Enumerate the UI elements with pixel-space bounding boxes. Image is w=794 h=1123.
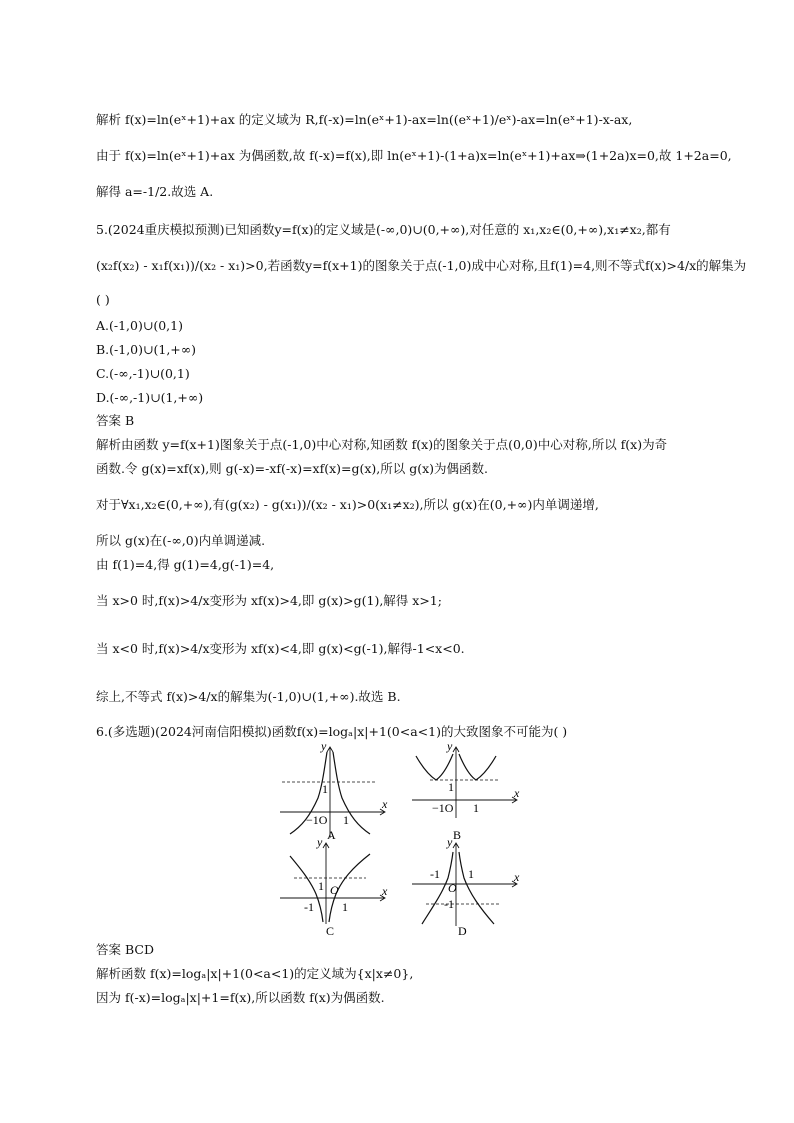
solution-6-line-1: 解析函数 f(x)=logₐ|x|+1(0<a<1)的定义域为{x|x≠0}, (96, 966, 414, 981)
figure-b (408, 739, 523, 842)
tick-x-1: 1 (473, 801, 479, 815)
tick-y-neg1: -1 (444, 897, 454, 911)
y-label: y (447, 835, 453, 849)
x-label: x (514, 870, 520, 884)
caption-b: B (453, 828, 462, 842)
figure-a (276, 739, 391, 842)
tick-y-1: 1 (318, 879, 324, 893)
tick-x-1: 1 (468, 867, 474, 881)
tick-neg1-origin: −1O (432, 801, 454, 815)
tick-x-1: 1 (343, 813, 349, 827)
solution-6-line-2: 因为 f(-x)=logₐ|x|+1=f(x),所以函数 f(x)为偶函数. (96, 990, 385, 1005)
option-d: D.(-∞,-1)∪(1,+∞) (96, 390, 204, 405)
question-5-stem-line-1: 5.(2024重庆模拟预测)已知函数y=f(x)的定义域是(-∞,0)∪(0,+∞),对任意的 x₁,x₂∈(0,+∞),x₁≠x₂,都有 (96, 222, 671, 237)
solution-5-line-8: 综上,不等式 f(x)>4/x的解集为(-1,0)∪(1,+∞).故选 B. (96, 689, 401, 704)
solution-4-line-3: 解得 a=-1/2.故选 A. (96, 184, 214, 199)
y-label: y (321, 739, 327, 753)
tick-y-1: 1 (448, 780, 454, 794)
answer-6: 答案 BCD (96, 942, 154, 957)
curve-left (416, 754, 453, 780)
curve-right (459, 852, 494, 924)
origin-label: O (448, 881, 457, 895)
x-label: x (382, 884, 388, 898)
tick-x-neg1: -1 (304, 900, 314, 914)
x-label: x (514, 786, 520, 800)
tick-neg1-origin: −1O (306, 813, 328, 827)
y-label: y (317, 835, 323, 849)
origin-label: O (330, 883, 339, 897)
question-5-stem-line-2: (x₂f(x₂) - x₁f(x₁))/(x₂ - x₁)>0,若函数y=f(x+1)的图象关于点(-1,0)成中心对称,且f(1)=4,则不等式f(x)>4/x的解集为 (96, 258, 747, 273)
caption-a: A (327, 828, 336, 842)
curve-right (333, 752, 370, 834)
question-6-stem: 6.(多选题)(2024河南信阳模拟)函数f(x)=logₐ|x|+1(0<a<1)的大致图象不可能为( ) (96, 724, 568, 739)
solution-5-line-6: 当 x>0 时,f(x)>4/x变形为 xf(x)>4,即 g(x)>g(1),解得 x>1; (96, 593, 442, 608)
figure-d (408, 835, 523, 940)
figure-c (276, 835, 391, 940)
solution-4-line-2: 由于 f(x)=ln(eˣ+1)+ax 为偶函数,故 f(-x)=f(x),即 ln(eˣ+1)-(1+a)x=ln(eˣ+1)+ax⇒(1+2a)x=0,故 1+2a=0, (96, 148, 732, 163)
x-label: x (382, 797, 388, 811)
tick-x-1: 1 (342, 900, 348, 914)
solution-5-line-1: 解析由函数 y=f(x+1)图象关于点(-1,0)中心对称,知函数 f(x)的图象关于点(0,0)中心对称,所以 f(x)为奇 (96, 437, 668, 452)
solution-5-line-3: 对于∀x₁,x₂∈(0,+∞),有(g(x₂) - g(x₁))/(x₂ - x₁)>0(x₁≠x₂),所以 g(x)在(0,+∞)内单调递增, (96, 497, 599, 512)
option-a: A.(-1,0)∪(0,1) (96, 318, 183, 333)
option-c: C.(-∞,-1)∪(0,1) (96, 366, 190, 381)
option-b: B.(-1,0)∪(1,+∞) (96, 342, 197, 357)
y-label: y (447, 739, 453, 753)
question-5-answer-blank: ( ) (96, 292, 110, 307)
solution-5-line-4: 所以 g(x)在(-∞,0)内单调递减. (96, 533, 266, 548)
solution-5-line-5: 由 f(1)=4,得 g(1)=4,g(-1)=4, (96, 557, 275, 572)
caption-c: C (326, 924, 335, 938)
solution-5-line-2: 函数.令 g(x)=xf(x),则 g(-x)=-xf(-x)=xf(x)=g(x),所以 g(x)为偶函数. (96, 461, 489, 476)
solution-4-line-1: 解析 f(x)=ln(eˣ+1)+ax 的定义域为 R,f(-x)=ln(eˣ+1)-ax=ln((eˣ+1)/eˣ)-ax=ln(eˣ+1)-x-ax, (96, 112, 633, 127)
answer-5: 答案 B (96, 413, 135, 428)
tick-x-neg1: -1 (430, 867, 440, 881)
tick-y-1: 1 (322, 782, 328, 796)
solution-5-line-7: 当 x<0 时,f(x)>4/x变形为 xf(x)<4,即 g(x)<g(-1),解得-1<x<0. (96, 641, 465, 656)
caption-d: D (458, 924, 467, 938)
curve-right (459, 754, 496, 780)
